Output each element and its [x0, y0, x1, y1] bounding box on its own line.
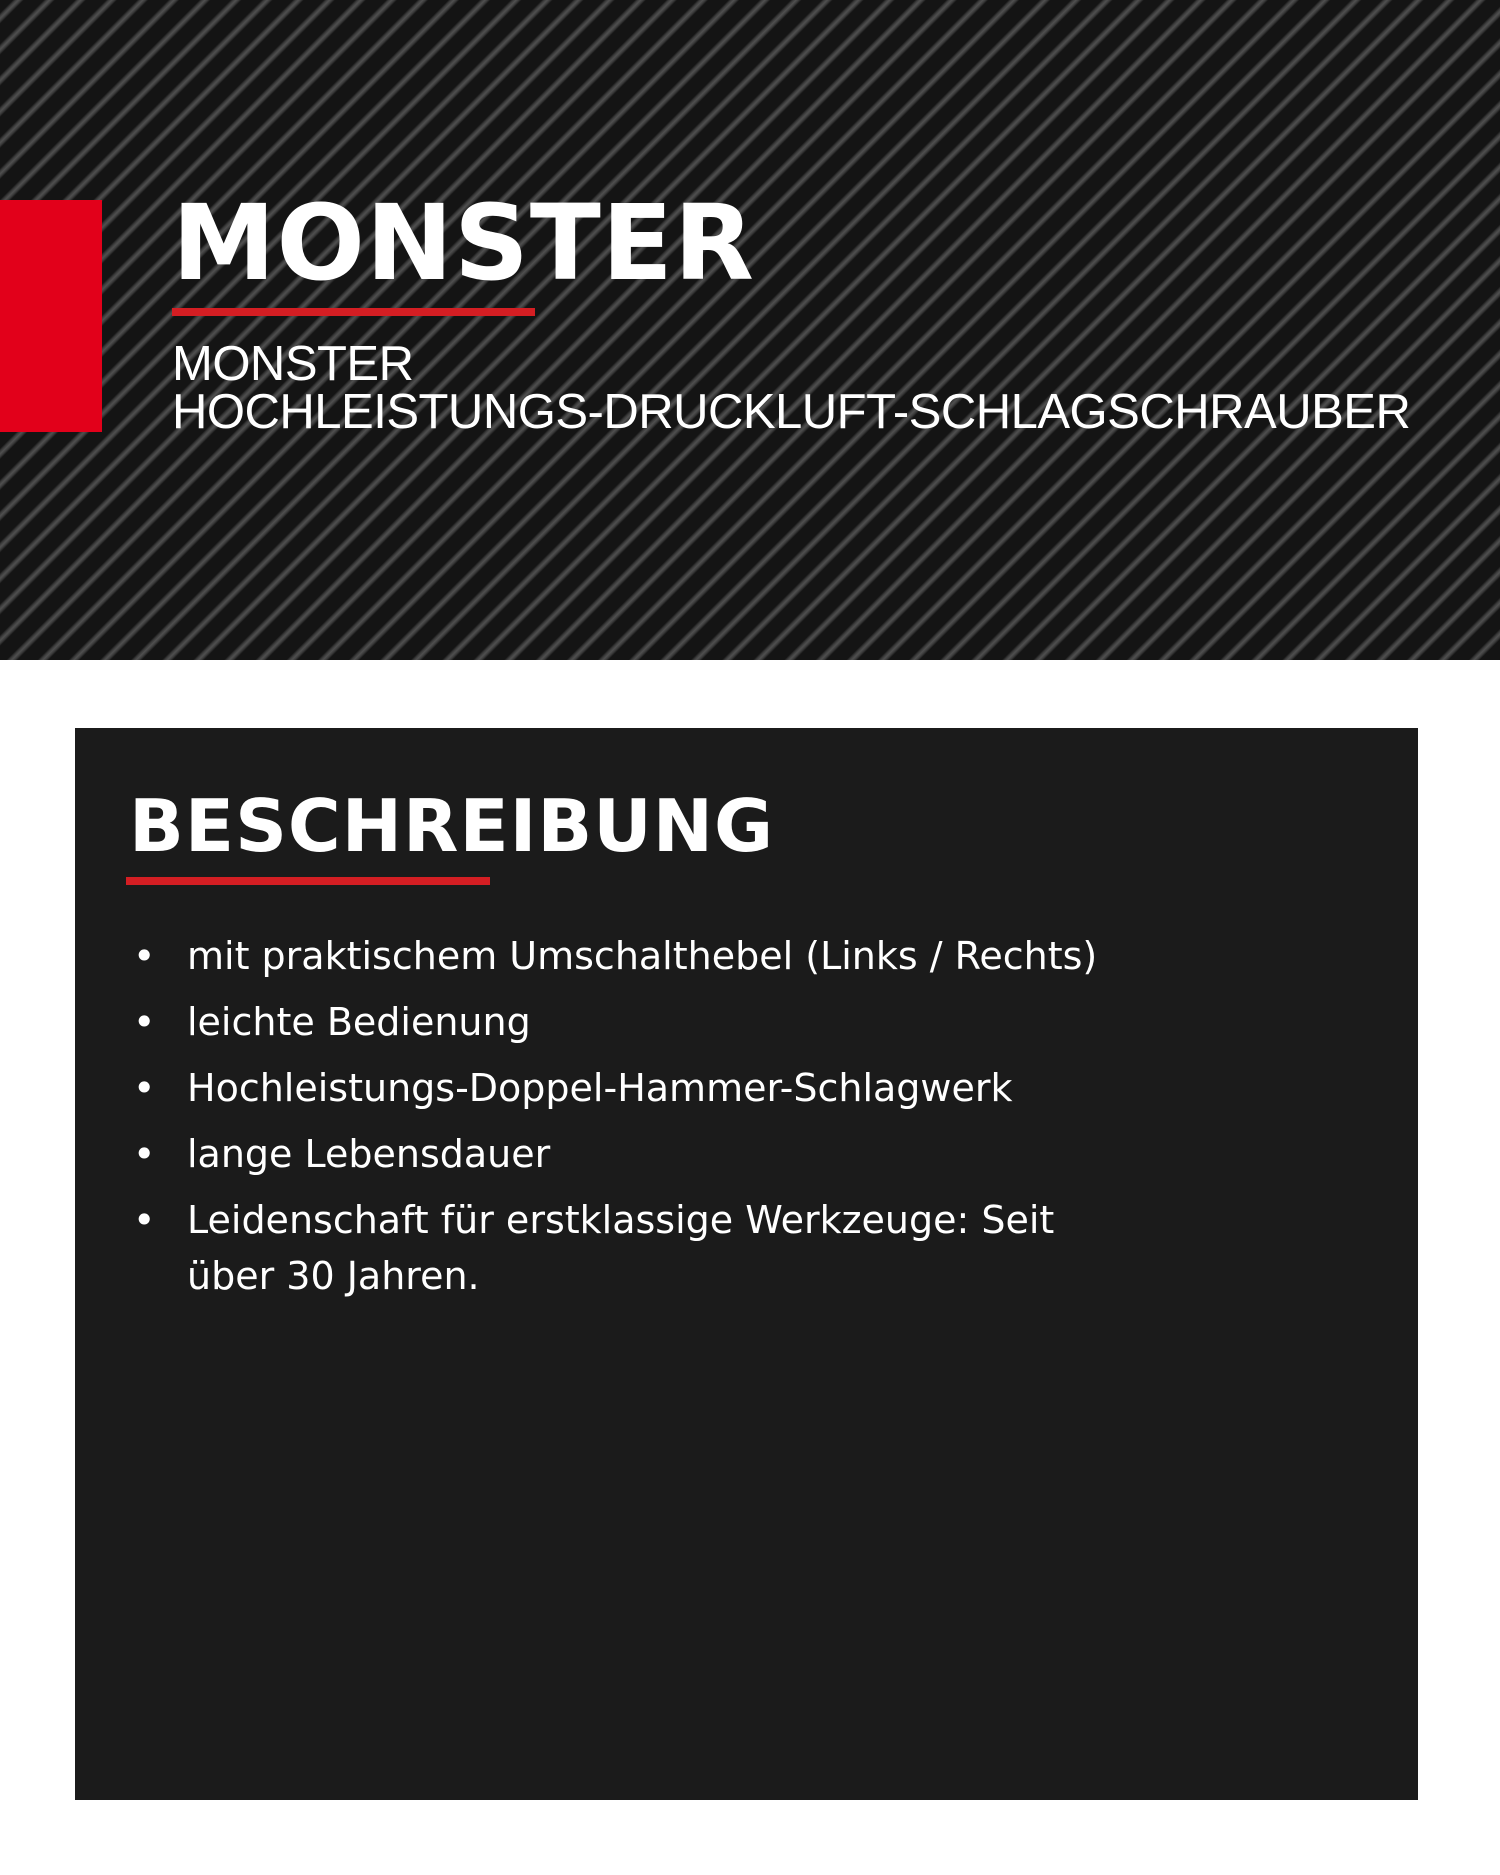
subtitle-line-2: HOCHLEISTUNGS-DRUCKLUFT-SCHLAGSCHRAUBER [172, 385, 1411, 439]
feature-text: leichte Bedienung [187, 1000, 531, 1044]
heading-underline [126, 877, 490, 885]
list-item [129, 928, 1109, 984]
list-item [129, 1192, 1109, 1304]
list-item [129, 1060, 1109, 1116]
subtitle-line-1: MONSTER [172, 337, 414, 391]
feature-text: lange Lebensdauer [187, 1132, 551, 1176]
list-item [129, 1126, 1109, 1182]
product-title: MONSTER [172, 182, 755, 304]
list-item [129, 994, 1109, 1050]
bullet-icon: • [133, 1066, 156, 1110]
feature-text: mit praktischem Umschalthebel (Links / Rechts) [187, 934, 1098, 978]
bullet-icon: • [133, 1198, 156, 1242]
description-card [75, 728, 1418, 1800]
bullet-icon: • [133, 1000, 156, 1044]
red-accent-block [0, 200, 102, 432]
bullet-icon: • [133, 934, 156, 978]
header-banner [0, 0, 1500, 660]
feature-text: Leidenschaft für erstklassige Werkzeuge: Seit über 30 Jahren. [187, 1198, 1055, 1298]
bullet-icon: • [133, 1132, 156, 1176]
product-subtitle [172, 337, 1472, 439]
description-heading: BESCHREIBUNG [129, 784, 775, 868]
title-underline [172, 308, 535, 316]
feature-text: Hochleistungs-Doppel-Hammer-Schlagwerk [187, 1066, 1013, 1110]
feature-list [129, 928, 1109, 1314]
